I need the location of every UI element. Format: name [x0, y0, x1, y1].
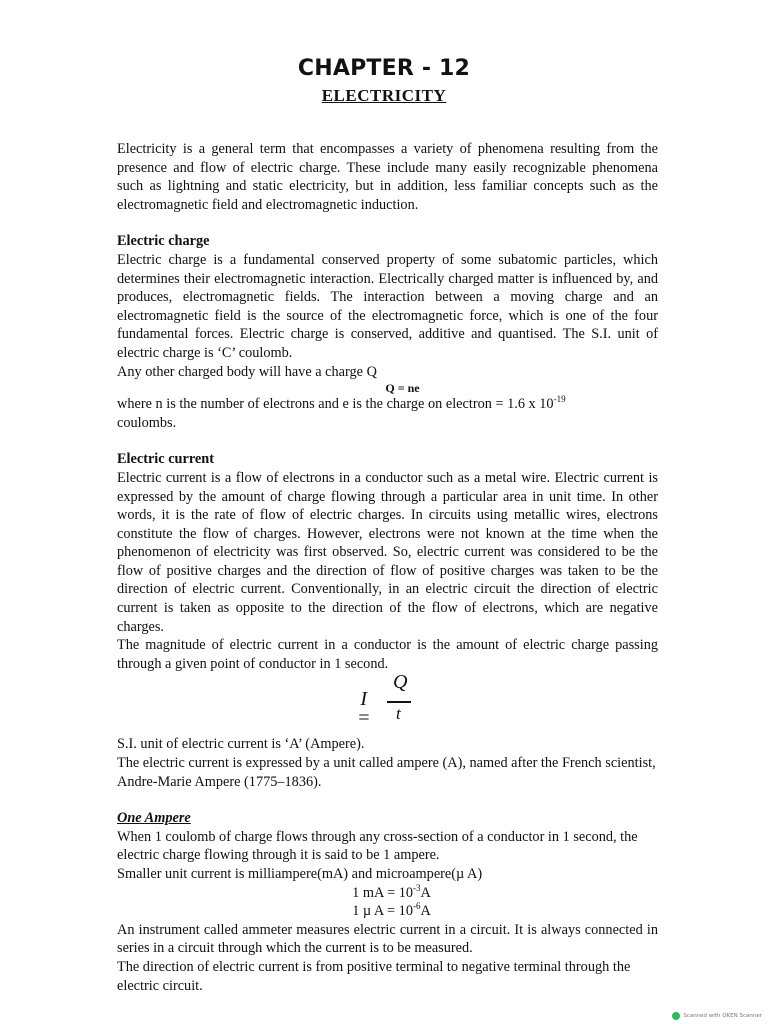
intro-paragraph: Electricity is a general term that encompasses a variety of phenomena resulting from the presence and flow of electric charge. These include many easily recognizable phenomena such as lightning and static electricity, but in addition, less familiar concepts such as the electromagnetic field and electromagnetic induction.: [117, 141, 658, 213]
electron-charge-line: [117, 395, 658, 414]
oken-scanner-logo-icon: [672, 1012, 680, 1020]
formula-lhs: I =: [357, 688, 371, 730]
watermark-text: Scanned with OKEN Scanner: [683, 1013, 762, 1019]
one-ampere-paragraph: When 1 coulomb of charge flows through any cross-section of a conductor in 1 second, the electric charge flowing through it is said to be 1 ampere.: [117, 828, 638, 864]
formula-numerator: Q: [393, 671, 408, 694]
current-formula: [117, 671, 658, 733]
electron-charge-exponent: -19: [553, 394, 566, 405]
chapter-subject: ELECTRICITY: [321, 86, 447, 105]
formula-denominator: t: [396, 704, 401, 724]
chapter-title: CHAPTER - 12: [297, 56, 471, 81]
smaller-units-line: Smaller unit current is milliampere(mA) and microampere(µ A): [117, 866, 483, 882]
electron-charge-text: where n is the number of electrons and e is the charge on electron = 1.6 x 10: [117, 396, 554, 413]
charged-body-line: Any other charged body will have a charge Q: [117, 363, 377, 380]
microampere-eq-exponent: -6: [412, 901, 421, 912]
fraction-bar: [387, 701, 411, 703]
microampere-eq-left: 1 µ A = 10: [352, 903, 413, 920]
document-body: [117, 140, 658, 995]
ammeter-paragraph: An instrument called ammeter measures electric current in a circuit. It is always connected in series in a circuit through which the current is to be measured.: [117, 921, 658, 957]
coulombs-line: coulombs.: [117, 414, 177, 431]
milliampere-eq-right: A: [420, 884, 431, 901]
section-heading-electric-current: Electric current: [117, 451, 214, 468]
current-direction-paragraph: The direction of electric current is from positive terminal to negative terminal through the electric circuit.: [117, 958, 631, 994]
scanner-watermark: [672, 1012, 762, 1020]
section-heading-electric-charge: Electric charge: [117, 233, 210, 250]
current-magnitude-paragraph: The magnitude of electric current in a conductor is the amount of electric charge passing through a given point of conductor in 1 second.: [117, 637, 658, 672]
charge-formula: Q = ne: [385, 381, 420, 396]
electric-charge-paragraph: Electric charge is a fundamental conserved property of some subatomic particles, which determines their electromagnetic interaction. Electrically charged matter is influenced by, and produces, electromagnetic fields. The interaction between a moving charge and an electromagnetic field is the source of the electromagnetic force, which is one of the four fundamental forces. Electric charge is conserved, additive and quantised. The S.I. unit of electric charge is ‘C’ coulomb.: [117, 251, 658, 361]
ampere-history-paragraph: The electric current is expressed by a unit called ampere (A), named after the French scientist, Andre-Marie Ampere (1775–1836).: [117, 755, 656, 790]
milliampere-eq-exponent: -3: [413, 882, 421, 893]
microampere-equation: [117, 902, 658, 921]
milliampere-equation: [117, 884, 658, 903]
milliampere-eq-left: 1 mA = 10: [352, 884, 414, 901]
section-heading-one-ampere: One Ampere: [117, 810, 191, 827]
si-unit-current-line: S.I. unit of electric current is ‘A’ (Ampere).: [117, 736, 365, 753]
electric-current-paragraph: Electric current is a flow of electrons in a conductor such as a metal wire. Electric current is expressed by the amount of charge flowing through a particular area in unit time. In other words, it is the rate of flow of electric charges. In circuits using metallic wires, electrons constitute the flow of charges. However, electrons were not known at the time when the phenomenon of electricity was first observed. So, electric current was considered to be the flow of positive charges and the direction of flow of positive charges was taken to be the direction of electric current. Conventionally, in an electric circuit the direction of electric current is taken as opposite to the direction of the flow of electrons, which are negative charges.: [117, 469, 658, 635]
microampere-eq-right: A: [420, 903, 431, 920]
